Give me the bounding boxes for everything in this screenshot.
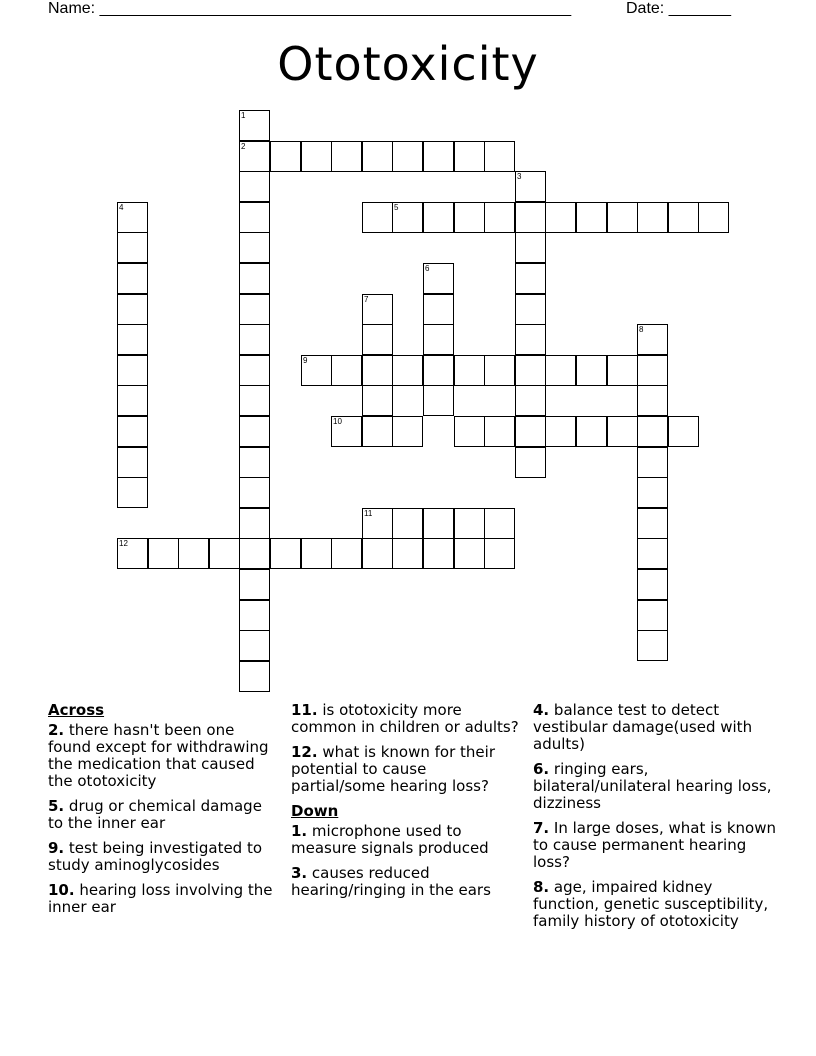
grid-cell[interactable] — [576, 416, 607, 447]
page-title: Ototoxicity — [277, 37, 539, 91]
grid-cell[interactable] — [454, 508, 485, 539]
grid-cell[interactable] — [239, 141, 270, 172]
grid-cell[interactable] — [239, 202, 270, 233]
cell-number: 8 — [639, 325, 644, 334]
grid-cell[interactable] — [637, 385, 668, 416]
grid-cell[interactable] — [209, 538, 240, 569]
clue-down-3: 3. causes reduced hearing/ringing in the ears — [291, 864, 491, 899]
grid-cell[interactable] — [515, 355, 546, 386]
grid-cell[interactable] — [392, 416, 423, 447]
grid-cell[interactable] — [515, 416, 546, 447]
grid-cell[interactable] — [239, 569, 270, 600]
cell-number: 3 — [517, 172, 522, 181]
grid-cell[interactable] — [484, 141, 515, 172]
grid-cell[interactable] — [454, 202, 485, 233]
cell-number: 2 — [241, 142, 246, 151]
clue-across-2: 2. there hasn't been one found except for withdrawing the medication that caused the ototoxicity — [48, 721, 269, 790]
grid-cell[interactable] — [637, 569, 668, 600]
grid-cell[interactable] — [117, 263, 148, 294]
grid-cell[interactable] — [607, 202, 638, 233]
grid-cell[interactable] — [239, 263, 270, 294]
grid-cell[interactable] — [270, 538, 301, 569]
grid-cell[interactable] — [637, 538, 668, 569]
clues-column-2 — [291, 702, 519, 907]
clues-column-3 — [533, 702, 778, 938]
grid-cell[interactable] — [117, 447, 148, 478]
grid-cell[interactable] — [454, 416, 485, 447]
grid-cell[interactable] — [484, 416, 515, 447]
grid-cell[interactable] — [117, 294, 148, 325]
grid-cell[interactable] — [239, 110, 270, 141]
grid-cell[interactable] — [423, 538, 454, 569]
grid-cell[interactable] — [515, 232, 546, 263]
grid-cell[interactable] — [362, 294, 393, 325]
date-field[interactable]: Date: _______ — [626, 0, 731, 17]
grid-cell[interactable] — [484, 538, 515, 569]
clues-column-1 — [48, 702, 280, 924]
grid-cell[interactable] — [117, 538, 148, 569]
name-field[interactable]: Name: _____________________________________________________ — [48, 0, 572, 17]
grid-cell[interactable] — [545, 355, 576, 386]
grid-cell[interactable] — [331, 355, 362, 386]
cell-number: 7 — [364, 295, 369, 304]
grid-cell[interactable] — [392, 508, 423, 539]
grid-cell[interactable] — [239, 171, 270, 202]
cell-number: 12 — [119, 539, 128, 548]
grid-cell[interactable] — [515, 202, 546, 233]
grid-cell[interactable] — [515, 447, 546, 478]
grid-cell[interactable] — [117, 232, 148, 263]
grid-cell[interactable] — [117, 385, 148, 416]
cell-number: 5 — [394, 203, 399, 212]
grid-cell[interactable] — [239, 630, 270, 661]
grid-cell[interactable] — [392, 141, 423, 172]
grid-cell[interactable] — [301, 355, 332, 386]
grid-cell[interactable] — [117, 324, 148, 355]
grid-cell[interactable] — [239, 294, 270, 325]
grid-cell[interactable] — [607, 355, 638, 386]
grid-cell[interactable] — [576, 202, 607, 233]
clue-across-10: 10. hearing loss involving the inner ear — [48, 881, 273, 916]
cell-number: 6 — [425, 264, 430, 273]
grid-cell[interactable] — [362, 324, 393, 355]
grid-cell[interactable] — [117, 355, 148, 386]
grid-cell[interactable] — [637, 508, 668, 539]
grid-cell[interactable] — [301, 538, 332, 569]
grid-cell[interactable] — [392, 202, 423, 233]
grid-cell[interactable] — [117, 477, 148, 508]
grid-cell[interactable] — [515, 385, 546, 416]
cell-number: 4 — [119, 203, 124, 212]
down-heading: Down — [291, 802, 339, 820]
grid-cell[interactable] — [331, 416, 362, 447]
grid-cell[interactable] — [362, 538, 393, 569]
clue-down-7: 7. In large doses, what is known to cause permanent hearing loss? — [533, 819, 777, 871]
grid-cell[interactable] — [576, 355, 607, 386]
grid-cell[interactable] — [270, 141, 301, 172]
clue-across-9: 9. test being investigated to study aminoglycosides — [48, 839, 263, 874]
grid-cell[interactable] — [362, 355, 393, 386]
grid-cell[interactable] — [239, 538, 270, 569]
cell-number: 10 — [333, 417, 342, 426]
grid-cell[interactable] — [331, 538, 362, 569]
grid-cell[interactable] — [423, 263, 454, 294]
clue-across-11: 11. is ototoxicity more common in children or adults? — [291, 701, 519, 736]
clue-across-12: 12. what is known for their potential to cause partial/some hearing loss? — [291, 743, 495, 795]
grid-cell[interactable] — [148, 538, 179, 569]
grid-cell[interactable] — [515, 294, 546, 325]
grid-cell[interactable] — [668, 202, 699, 233]
grid-cell[interactable] — [239, 477, 270, 508]
grid-cell[interactable] — [454, 538, 485, 569]
grid-cell[interactable] — [423, 355, 454, 386]
grid-cell[interactable] — [484, 508, 515, 539]
across-heading: Across — [48, 701, 105, 719]
grid-cell[interactable] — [423, 294, 454, 325]
grid-cell[interactable] — [637, 630, 668, 661]
grid-cell[interactable] — [239, 661, 270, 692]
grid-cell[interactable] — [239, 385, 270, 416]
grid-cell[interactable] — [362, 141, 393, 172]
grid-cell[interactable] — [607, 416, 638, 447]
grid-cell[interactable] — [301, 141, 332, 172]
grid-cell[interactable] — [239, 600, 270, 631]
clue-down-8: 8. age, impaired kidney function, genetic susceptibility, family history of ototoxicity — [533, 878, 769, 930]
grid-cell[interactable] — [454, 355, 485, 386]
clue-down-1: 1. microphone used to measure signals produced — [291, 822, 489, 857]
grid-cell[interactable] — [637, 202, 668, 233]
grid-cell[interactable] — [545, 202, 576, 233]
grid-cell[interactable] — [239, 416, 270, 447]
grid-cell[interactable] — [637, 477, 668, 508]
grid-cell[interactable] — [117, 202, 148, 233]
grid-cell[interactable] — [362, 385, 393, 416]
grid-cell[interactable] — [392, 355, 423, 386]
grid-cell[interactable] — [637, 416, 668, 447]
grid-cell[interactable] — [484, 355, 515, 386]
grid-cell[interactable] — [515, 171, 546, 202]
grid-cell[interactable] — [545, 416, 576, 447]
cell-number: 11 — [364, 509, 373, 518]
clue-across-5: 5. drug or chemical damage to the inner ear — [48, 797, 262, 832]
grid-cell[interactable] — [362, 508, 393, 539]
clue-down-4: 4. balance test to detect vestibular damage(used with adults) — [533, 701, 753, 753]
grid-cell[interactable] — [423, 202, 454, 233]
clue-down-6: 6. ringing ears, bilateral/unilateral hearing loss, dizziness — [533, 760, 772, 812]
grid-cell[interactable] — [239, 324, 270, 355]
grid-cell[interactable] — [454, 141, 485, 172]
grid-cell[interactable] — [239, 508, 270, 539]
grid-cell[interactable] — [637, 324, 668, 355]
cell-number: 9 — [303, 356, 308, 365]
grid-cell[interactable] — [484, 202, 515, 233]
grid-cell[interactable] — [637, 600, 668, 631]
grid-cell[interactable] — [178, 538, 209, 569]
grid-cell[interactable] — [515, 324, 546, 355]
grid-cell[interactable] — [698, 202, 729, 233]
grid-cell[interactable] — [637, 355, 668, 386]
grid-cell[interactable] — [331, 141, 362, 172]
grid-cell[interactable] — [117, 416, 148, 447]
grid-cell[interactable] — [392, 538, 423, 569]
grid-cell[interactable] — [423, 508, 454, 539]
grid-cell[interactable] — [515, 263, 546, 294]
cell-number: 1 — [241, 111, 246, 120]
grid-cell[interactable] — [362, 416, 393, 447]
grid-cell[interactable] — [239, 355, 270, 386]
grid-cell[interactable] — [423, 141, 454, 172]
grid-cell[interactable] — [637, 447, 668, 478]
grid-cell[interactable] — [668, 416, 699, 447]
grid-cell[interactable] — [239, 232, 270, 263]
grid-cell[interactable] — [239, 447, 270, 478]
grid-cell[interactable] — [362, 202, 393, 233]
grid-cell[interactable] — [423, 385, 454, 416]
grid-cell[interactable] — [423, 324, 454, 355]
